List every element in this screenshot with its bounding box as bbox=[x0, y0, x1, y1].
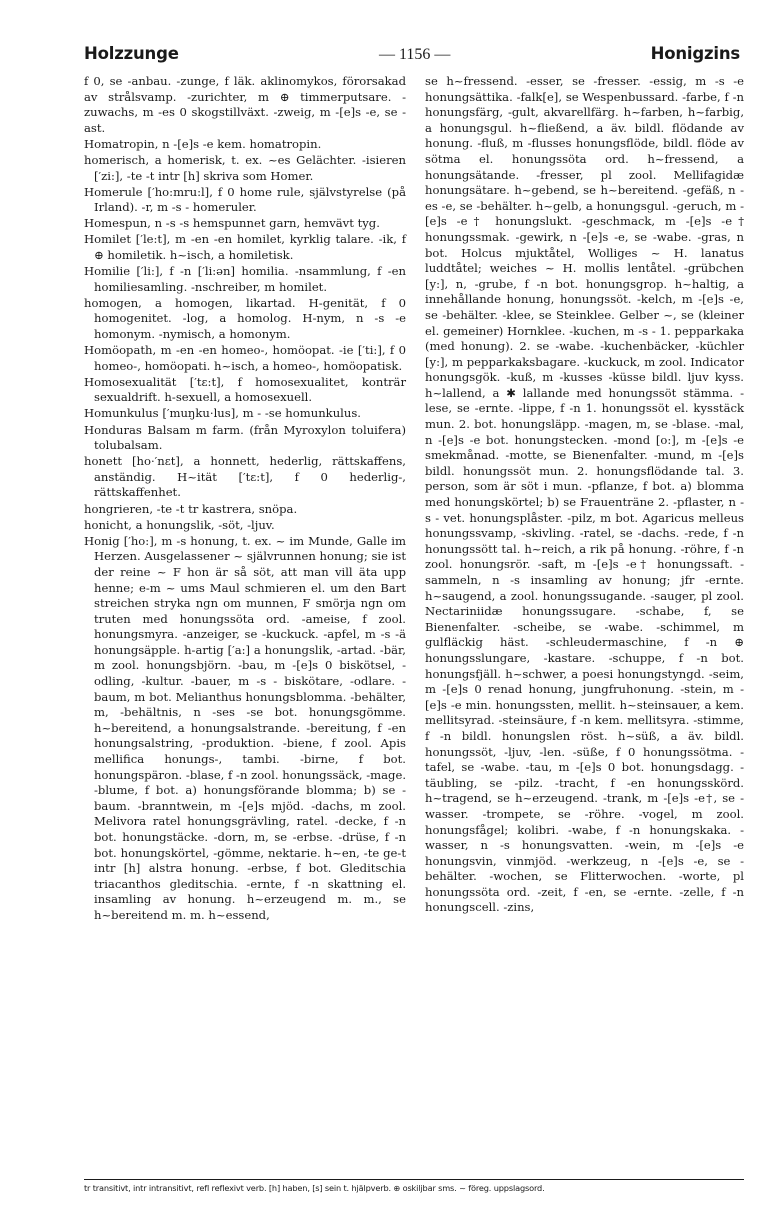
abbreviation-footer: tr transitivt, intr intransitivt, refl reflexivt verb. [h] haben, [s] sein t. hjälpverb. ⊕ oskiljbar sms. ~ föreg. uppslagsord. bbox=[84, 1179, 744, 1193]
entry-holzzunge-cont: f 0, se -anbau. -zunge, f läk. aklinomykos, förorsakad av strålsvamp. -zurichter, m ⊕ timmerputsare. -zuwachs, m -es 0 skogstillväxt. -zweig, m -[e]s -e, se -ast. bbox=[84, 74, 406, 135]
entry-homilet: Homilet [′le:t], m -en -en homilet, kyrklig talare. -ik, f ⊕ homiletik. h~isch, a homiletisk. bbox=[84, 232, 406, 263]
entry-homoeopath: Homöopath, m -en -en homeo-, homöopat. -ie [′ti:], f 0 homeo-, homöopati. h~isch, a homeo-, homöopatisk. bbox=[84, 343, 406, 373]
right-column bbox=[425, 74, 744, 917]
entry-homogen: homogen, a homogen, likartad. H-genität, f 0 homogenitet. -log, a homolog. H-nym, n -s -e homonym. -nymisch, a homonym. bbox=[84, 295, 406, 341]
entry-homosexualitaet: Homosexualität [′tε:t], f homosexualitet, konträr sexualdrift. h-sexuell, a homosexuell. bbox=[84, 374, 406, 405]
entry-homespun: Homespun, n -s -s hemspunnet garn, hemvävt tyg. bbox=[84, 216, 380, 231]
entry-homerule: Homerule [′ho:mru:l], f 0 home rule, självstyrelse (på Irland). -r, m -s - homeruler. bbox=[84, 184, 406, 215]
entry-honig-cont: se h~fressend. -esser, se -fresser. -essig, m -s -e honungsättika. -falk[e], se Wespenbussard. -farbe, f -n honungsfärg, -gult, akvarellfärg. h~farben, h~farbig, a honungsgul. h~fließend, a äv. bildl. flödande av honung. -fluß, m -flusses honungsflöde, bildl. flöde av sötma el. honungssöta ord. h~fressend, a honungsätande. -fresser, pl zool. Mellifagidæ honungsätare. h~gebend, se h~bereitend. -gefäß, n -es -e, se -behälter. h~gelb, a honungsgul. -geruch, m -[e]s -e† honungslukt. -geschmack, m -[e]s -e† honungssmak. -gewirk, n -[e]s -e, se -wabe. -gras, n bot. Holcus mjuktåtel, Wolliges ~ H. lanatus luddtåtel; weiches ~ H. mollis lentåtel. -grübchen [y:], n, -grube, f -n bot. honungsgrop. h~haltig, a innehållande honung, honungssöt. -kelch, m -[e]s -e, se -behälter. -klee, se Steinklee. Gelber ~, se (kleiner el. gemeiner) Hornklee. -kuchen, m -s - 1. pepparkaka (med honung). 2. se -wabe. -kuchenbäcker, -küchler [y:], m pepparkaksbagare. -kuckuck, m zool. Indicator honungsgök. -kuß, m -kusses -küsse bildl. ljuv kyss. h~lallend, a ✱ lallande med honungssöt stämma. -lese, se -ernte. -lippe, f -n 1. honungssöt el. kysstäck mun. 2. bot. honungsläpp. -magen, m, se -blase. -mal, n -[e]s -e bot. honungstecken. -mond [o:], m -[e]s -e smekmånad. -motte, se Bienenfalter. -mund, m -[e]s bildl. honungssöt mun. 2. honungsflödande tal. 3. person, som är söt i mun. -pflanze, f bot. a) blomma med honungskörtel; b) se Frauenträne 2. -pflaster, n -s - vet. honungsplåster. -pilz, m bot. Agaricus melleus honungssvamp, -skivling. -ratel, se -dachs. -rede, f -n honungssött tal. h~reich, a rik på honung. -röhre, f -n zool. honungsrör. -saft, m -[e]s -e† honungssaft. -sammeln, n -s insamling av honung; jfr -ernte. h~saugend, a zool. honungssugande. -sauger, pl zool. Nectariniidæ honungssugare. -schabe, f, se Bienenfalter. -scheibe, se -wabe. -schimmel, m gulfläckig häst. -schleudermaschine, f -n ⊕ honungsslungare, -kastare. -schuppe, f -n bot. honungsfjäll. h~schwer, a poesi honungstyngd. -seim, m -[e]s 0 renad honung, jungfruhonung. -stein, m -[e]s -e min. honungssten, mellit. h~steinsauer, a kem. mellitsyrad. -steinsäure, f -n kem. mellitsyra. -stimme, f -n bildl. honungslen röst. h~süß, a äv. bildl. honungssöt, -ljuv, -len. -süße, f 0 honungssötma. -tafel, se -wabe. -tau, m -[e]s 0 bot. honungsdagg. -täubling, se -pilz. -tracht, f -en honungsskörd. h~tragend, se h~erzeugend. -trank, m -[e]s -e†, se -wasser. -trompete, se -röhre. -vogel, m zool. honungsfågel; kolibri. -wabe, f -n honungskaka. -wasser, n -s honungsvatten. -wein, m -[e]s -e honungsvin, vinmjöd. -werkzeug, n -[e]s -e, se -behälter. -wochen, se Flitterwochen. -worte, pl honungssöta ord. -zeit, f -en, se -ernte. -zelle, f -n honungscell. -zins, bbox=[425, 74, 744, 915]
entry-honig: Honig [′ho:], m -s honung, t. ex. ~ im Munde, Galle im Herzen. Ausgelassener ~ självrunnen honung; sie ist der reine ~ F hon är så söt, att man vill äta upp henne; e-m ~ ums Maul schmieren el. um den Bart streichen stryka ngn om munnen, F smörja ngn om truten med honungssöta ord. -ameise, f zool. honungsmyra. -anzeiger, se -kuckuck. -apfel, m -s -ä honungsäpple. h-artig [′a:] a honungslik, -artad. -bär, m zool. honungsbjörn. -bau, m -[e]s 0 biskötsel, -odling, -kultur. -bauer, m -s - biskötare, -odlare. -baum, m bot. Melianthus honungsblomma. -behälter, m, -behältnis, n -ses -se bot. honungsgömme. h~bereitend, a honungsalstrande. -bereitung, f -en honungsalstring, -produktion. -biene, f zool. Apis mellifica honungs-, tambi. -birne, f bot. honungspäron. -blase, f -n zool. honungssäck, -mage. -blume, f bot. a) honungsförande blomma; b) se -baum. -branntwein, m -[e]s mjöd. -dachs, m zool. Melivora ratel honungsgrävling, ratel. -decke, f -n bot. honungstäcke. -dorn, m, se -erbse. -drüse, f -n bot. honungskörtel, -gömme, nektarie. h~en, -te ge-t intr [h] alstra honung. -erbse, f bot. Gleditschia triacanthos gleditschia. -ernte, f -n skattning el. insamling av honung. h~erzeugend m. m., se h~bereitend m. m. h~essend, bbox=[84, 533, 407, 922]
entry-hongrieren: hongrieren, -te -t tr kastrera, snöpa. bbox=[84, 501, 298, 516]
entry-homunkulus: Homunkulus [′muŋku·lus], m - -se homunkulus. bbox=[84, 406, 361, 421]
left-column bbox=[84, 74, 406, 924]
entry-homilie: Homilie [′li:], f -n [′li:ən] homilia. -nsammlung, f -en homiliesamling. -nschreiber, m homilet. bbox=[84, 264, 406, 294]
entry-honicht: honicht, a honungslik, -söt, -ljuv. bbox=[84, 517, 275, 532]
left-running-headword: Holzzunge bbox=[84, 44, 179, 63]
entry-homerisch: homerisch, a homerisk, t. ex. ~es Gelächter. -isieren [′zi:], -te -t intr [h] skriva som Homer. bbox=[84, 152, 406, 183]
right-running-headword: Honigzins bbox=[650, 44, 740, 63]
page-number: — 1156 — bbox=[378, 46, 451, 63]
entry-honett: honett [ho·′nεt], a honnett, hederlig, rättskaffens, anständig. H~ität [′tε:t], f 0 hederlig-, rättskaffenhet. bbox=[84, 454, 406, 500]
entry-honduras-balsam: Honduras Balsam m farm. (från Myroxylon toluifera) tolubalsam. bbox=[84, 422, 406, 453]
page-header bbox=[84, 44, 740, 70]
entry-homatropin: Homatropin, n -[e]s -e kem. homatropin. bbox=[84, 136, 322, 151]
